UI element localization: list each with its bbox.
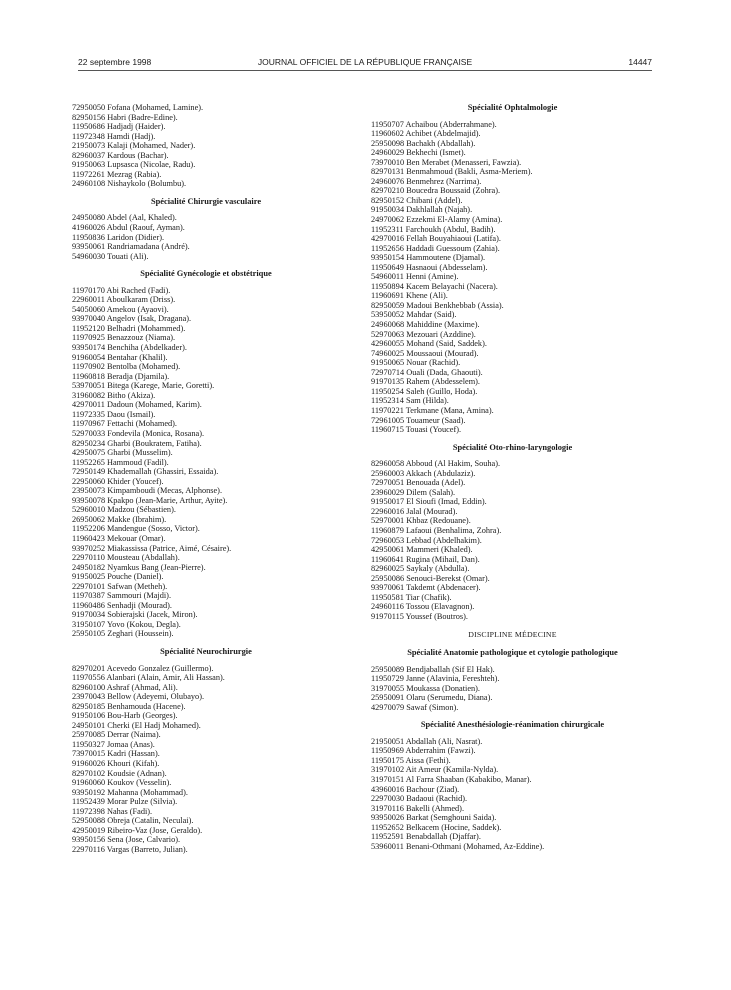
list-item: 93970252 Miakassissa (Patrice, Aimé, Césaire). <box>72 543 232 553</box>
list-item: 11960602 Achibet (Abdelmajid). <box>371 129 481 139</box>
list-item: 11960423 Mekouar (Omar). <box>72 533 166 543</box>
list-item: 72970051 Benouada (Adel). <box>371 478 466 488</box>
list-item: 22960011 Aboulkaram (Driss). <box>72 295 176 305</box>
list-item: 93950154 Hammoutene (Djamal). <box>371 253 486 263</box>
list-item: 82960100 Ashraf (Ahmad, Ali). <box>72 682 178 692</box>
list-item: 82960058 Abboud (Al Hakim, Souha). <box>371 459 501 469</box>
list-item: 11950707 Achaibou (Abderrahmane). <box>371 119 497 129</box>
list-item: 11960879 Lafaoui (Benhalima, Zohra). <box>371 525 502 535</box>
list-item: 11950686 Hadjadj (Haider). <box>72 122 166 132</box>
list-item: 72970714 Ouali (Dada, Ghaouti). <box>371 367 483 377</box>
list-item: 93950078 Kpakpo (Jean-Marie, Arthur, Ayite). <box>72 495 228 505</box>
list-item: 11950729 Janne (Alavinia, Fereshteh). <box>371 674 500 684</box>
list-item: 31970151 Al Farra Shaaban (Kabakibo, Manar). <box>371 775 532 784</box>
list-item: 21950073 Kalaji (Mohamed, Nader). <box>72 141 196 151</box>
list-item: 54960030 Touati (Ali). <box>72 251 149 261</box>
list-item: 24960029 Bekhechi (Ismet). <box>371 148 466 158</box>
list-item: 91960060 Koukov (Vesselin). <box>72 778 172 788</box>
list-item: 82950156 Habri (Badre-Edine). <box>72 112 178 122</box>
list-item: 11960486 Senhadji (Mourad). <box>72 600 172 610</box>
list-item: 42960055 Mohand (Said, Saddek). <box>371 339 487 349</box>
list-item: 31950107 Yovo (Kokou, Degla). <box>72 619 181 629</box>
list-item: 11970221 Terkmane (Mana, Amina). <box>371 405 494 415</box>
list-item: 11952311 Farchoukh (Abdul, Badih). <box>371 224 496 234</box>
list-item: 11952652 Belkacem (Hocine, Saddek). <box>371 822 502 832</box>
list-item: 93950061 Randriamadana (André). <box>72 242 190 252</box>
list-item: 42950061 Mammeri (Khaled). <box>371 545 473 555</box>
list-item: 91970115 Youssef (Boutros). <box>371 611 468 621</box>
list-item: 52950088 Obreja (Catalin, Neculai). <box>72 816 194 826</box>
list-item: 11960818 Beradja (Djamila). <box>72 371 170 381</box>
list-item: 72961005 Touameur (Saad). <box>371 415 466 425</box>
list-item: 42970079 Sawaf (Simon). <box>371 702 459 712</box>
list-item: 11950581 Tiar (Chafik). <box>371 592 452 602</box>
list-item: 91950106 Bou-Harb (Georges). <box>72 711 178 721</box>
list-item: 22970030 Badaoui (Rachid). <box>371 794 468 804</box>
list-item: 93970040 Angelov (Isak, Dragana). <box>72 314 192 324</box>
list-item: 42950075 Gharbi (Musselim). <box>72 448 173 458</box>
issue-date: 22 septembre 1998 <box>78 57 152 67</box>
list-item: 82970201 Acevedo Gonzalez (Guillermo). <box>72 663 214 673</box>
list-item: 11950836 Laridon (Didier). <box>72 232 165 242</box>
list-item: 82950152 Chibani (Addel). <box>371 195 463 205</box>
list-item: 11960641 Rugina (Mihail, Dan). <box>371 554 480 564</box>
list-item: 24950080 Abdel (Aal, Khaled). <box>72 213 177 223</box>
list-item: 25960003 Akkach (Abdulaziz). <box>371 468 476 478</box>
list-item: 24960116 Tossou (Elavagnon). <box>371 602 475 612</box>
list-item: 82950185 Benhamouda (Hacene). <box>72 701 186 711</box>
list-item: 73970010 Ben Merabet (Menasseri, Fawzia). <box>371 157 522 167</box>
list-item: 11960691 Khene (Ali). <box>371 291 448 301</box>
list-item: 11972348 Hamdi (Hadj). <box>72 131 156 141</box>
list-item: 54050060 Amekou (Ayaovi). <box>72 304 169 314</box>
list-item: 91960054 Bentahar (Khalil). <box>72 352 168 362</box>
list-item: 53960011 Benani-Othmani (Mohamed, Az-Eddine). <box>371 841 545 851</box>
list-item: 11952120 Belhadri (Mohammed). <box>72 323 186 333</box>
list-item: 53970051 Bitega (Karege, Marie, Goretti). <box>72 381 215 391</box>
list-item: 91950025 Pouche (Daniel). <box>72 572 164 582</box>
list-item: 91950017 El Sioufi (Imad, Eddin). <box>371 497 487 507</box>
list-item: 73970015 Kadri (Hassan). <box>72 749 160 759</box>
list-item: 22970110 Mousteau (Abdallah). <box>72 553 180 563</box>
list-item: 22960016 Jalal (Mourad). <box>371 506 458 516</box>
journal-title: JOURNAL OFFICIEL DE LA RÉPUBLIQUE FRANÇAISE <box>257 57 473 67</box>
list-item: 11952591 Benabdallah (Djaffar). <box>371 832 481 842</box>
list-item: 11950894 Kacem Belayachi (Nacera). <box>371 281 498 291</box>
list-item: 25950091 Olaru (Serumedu, Diana). <box>371 693 493 703</box>
list-item: 11970967 Fettachi (Mohamed). <box>72 419 177 429</box>
list-item: 72960053 Lebbad (Abdelhakim). <box>371 535 482 545</box>
list-item: 23950073 Kimpamboudi (Mecas, Alphonse). <box>72 486 223 496</box>
section-heading: Spécialité Gynécologie et obstétrique <box>140 269 272 279</box>
list-item: 11950649 Hasnaoui (Abdesselam). <box>371 262 488 272</box>
list-item: 23960029 Dilem (Salah). <box>371 487 456 497</box>
list-item: 11950327 Jomaa (Anas). <box>72 739 155 749</box>
list-item: 82950059 Madoui Benkhebbab (Assia). <box>371 300 504 310</box>
list-item: 11950254 Saleh (Guillo, Hoda). <box>371 386 478 396</box>
list-item: 22950060 Khider (Youcef). <box>72 476 164 486</box>
list-item: 24960108 Nishaykolo (Bolumbu). <box>72 179 187 189</box>
list-item: 91970135 Rahem (Abdesselem). <box>371 377 480 387</box>
list-item: 82970210 Boucedra Boussaid (Zohra). <box>371 186 501 196</box>
list-item: 42970011 Dadoun (Mohamed, Karim). <box>72 400 202 410</box>
list-item: 25950089 Bendjaballah (Sif El Hak). <box>371 664 495 674</box>
list-item: 11952439 Morar Pulze (Silvia). <box>72 797 178 807</box>
list-item: 11972398 Nahas (Fadi). <box>72 806 153 816</box>
list-item: 24950182 Nyamkus Bang (Jean-Pierre). <box>72 562 206 572</box>
list-item: 31960082 Bitho (Akiza). <box>72 390 156 400</box>
list-item: 21950051 Abdallah (Ali, Nasrat). <box>371 736 483 746</box>
list-item: 11952314 Sam (Hilda). <box>371 396 449 406</box>
list-item: 11960715 Touasi (Youcef). <box>371 425 462 435</box>
list-item: 91950065 Nouar (Rachid). <box>371 358 461 368</box>
list-item: 42950019 Ribeiro-Vaz (Jose, Geraldo). <box>72 825 203 835</box>
list-item: 11970902 Bentolba (Mohamed). <box>72 362 181 372</box>
list-item: 91950034 Dakhlallah (Najah). <box>371 205 473 215</box>
list-item: 91950063 Lupsasca (Nicolae, Radu). <box>72 160 196 170</box>
list-item: 11952656 Haddadi Guessoum (Zahia). <box>371 243 500 253</box>
list-item: 25950098 Bachakh (Abdallah). <box>371 138 476 148</box>
discipline-heading: DISCIPLINE MÉDECINE <box>468 630 557 640</box>
list-item: 82960025 Saykaly (Abdulla). <box>371 564 470 574</box>
list-item: 72950149 Khademallah (Ghassiri, Essaida). <box>72 467 219 477</box>
page-number: 14447 <box>628 57 652 67</box>
list-item: 72950050 Fofana (Mohamed, Lamine). <box>72 103 204 112</box>
left-column <box>72 103 340 854</box>
list-item: 52970001 Khbaz (Redouane). <box>371 516 471 526</box>
list-item: 25950105 Zeghari (Houssein). <box>72 629 174 639</box>
list-item: 11970387 Sammouri (Majdi). <box>72 591 172 601</box>
list-item: 93950156 Sena (Jose, Calvario). <box>72 835 181 845</box>
list-item: 25950086 Senouci-Berekst (Omar). <box>371 573 490 583</box>
section-heading: Spécialité Ophtalmologie <box>467 103 558 112</box>
list-item: 11970925 Benazzouz (Niama). <box>72 333 176 343</box>
list-item: 53950052 Mahdar (Said). <box>371 310 457 320</box>
list-item: 24960068 Mahiddine (Maxime). <box>371 320 480 330</box>
list-item: 31970102 Ait Ameur (Kamila-Nylda). <box>371 765 499 775</box>
list-item: 25970085 Derrar (Naima). <box>72 730 161 740</box>
list-item: 11972261 Mezrag (Rabia). <box>72 169 162 179</box>
list-item: 24950101 Cherki (El Hadj Mohamed). <box>72 720 201 730</box>
list-item: 11970170 Abi Rached (Fadi). <box>72 285 171 295</box>
list-item: 93950026 Barkat (Semghouni Saida). <box>371 813 497 823</box>
list-item: 93970061 Takdemt (Abdenacer). <box>371 583 481 593</box>
list-item: 52970033 Fondevila (Monica, Rosana). <box>72 428 205 438</box>
list-item: 11972335 Daou (Ismail). <box>72 409 156 419</box>
list-item: 31970055 Moukassa (Donatien). <box>371 683 480 693</box>
list-item: 82950234 Gharbi (Boukratem, Fatiha). <box>72 438 202 448</box>
right-column <box>371 103 654 851</box>
list-item: 26950062 Makke (Ibrahim). <box>72 514 167 524</box>
list-item: 42970016 Fellah Bouyahiaoui (Latifa). <box>371 234 501 244</box>
list-item: 54960011 Henni (Amine). <box>371 272 459 282</box>
list-item: 43960016 Bachour (Ziad). <box>371 784 460 794</box>
list-item: 22970101 Safwan (Metheh). <box>72 581 168 591</box>
list-item: 93950192 Mahanna (Mohammad). <box>72 787 188 797</box>
list-item: 41960026 Abdul (Raouf, Ayman). <box>72 223 185 233</box>
list-item: 11950175 Aissa (Fethi). <box>371 755 451 765</box>
section-heading: Spécialité Anatomie pathologique et cytologie pathologique <box>407 647 618 657</box>
section-heading: Spécialité Neurochirurgie <box>160 646 252 656</box>
list-item: 74960025 Moussaoui (Mourad). <box>371 348 479 358</box>
list-item: 11952265 Hammoud (Fadil). <box>72 457 169 467</box>
list-item: 24970062 Ezzekmi El-Alamy (Amina). <box>371 215 503 225</box>
section-heading: Spécialité Anesthésiologie-réanimation chirurgicale <box>420 720 605 730</box>
list-item: 52970063 Mezouari (Azddine). <box>371 329 476 339</box>
list-item: 11970556 Alanbari (Alain, Amir, Ali Hassan). <box>72 673 225 683</box>
list-item: 11952206 Mandengue (Sosso, Victor). <box>72 524 200 534</box>
page-header <box>78 57 652 71</box>
header-rule <box>78 70 652 71</box>
list-item: 24960076 Benmehrez (Narrima). <box>371 176 482 186</box>
list-item: 23970043 Bellow (Adeyemi, Olubayo). <box>72 692 205 702</box>
list-item: 93950174 Benchiha (Abdelkader). <box>72 343 187 353</box>
list-item: 82970102 Koudsie (Adnan). <box>72 768 167 778</box>
list-item: 22970116 Vargas (Barreto, Julian). <box>72 844 188 854</box>
list-item: 31970116 Bakelli (Ahmed). <box>371 803 465 813</box>
list-item: 11950969 Abderrahim (Fawzi). <box>371 746 476 756</box>
list-item: 91960026 Khouri (Kifah). <box>72 759 160 768</box>
list-item: 82960037 Kardous (Bachar). <box>72 150 169 160</box>
section-heading: Spécialité Oto-rhino-laryngologie <box>452 442 573 452</box>
list-item: 82970131 Benmahmoud (Bakli, Asma-Meriem). <box>371 167 533 177</box>
list-item: 91970034 Sobierajski (Jacek, Miron). <box>72 610 198 620</box>
section-heading: Spécialité Chirurgie vasculaire <box>150 196 262 206</box>
list-item: 52960010 Madzou (Sébastien). <box>72 505 176 515</box>
